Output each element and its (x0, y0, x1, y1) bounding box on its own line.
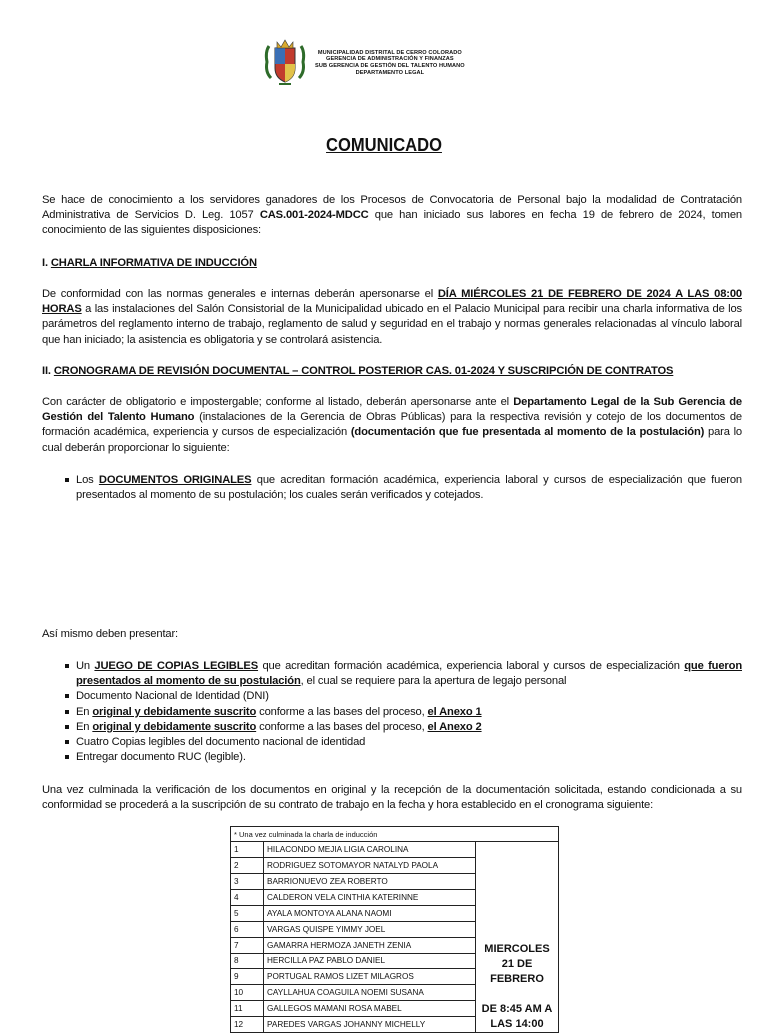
requirements-list (42, 659, 742, 765)
row-number: 12 (231, 1017, 264, 1033)
participant-name: BARRIONUEVO ZEA ROBERTO (264, 874, 476, 890)
list-item: Los DOCUMENTOS ORIGINALES que acreditan formación académica, experiencia laboral y cursos de especialización que fueron presentados al momento de su postulación; los cuales serán verificados y cotejados. (76, 473, 742, 503)
list-item: En original y debidamente suscrito conforme a las bases del proceso, el Anexo 1 (76, 705, 742, 720)
row-number: 2 (231, 858, 264, 874)
schedule-day: MIERCOLES 21 DE FEBRERO (484, 943, 550, 986)
participant-name: PAREDES VARGAS JOHANNY MICHELLY (264, 1017, 476, 1033)
list-item: En original y debidamente suscrito conforme a las bases del proceso, el Anexo 2 (76, 720, 742, 735)
row-number: 4 (231, 889, 264, 905)
institution-block (315, 50, 465, 76)
institution-line: DEPARTAMENTO LEGAL (355, 69, 425, 76)
institution-line: MUNICIPALIDAD DISTRITAL DE CERRO COLORADO (317, 49, 462, 56)
participant-name: PORTUGAL RAMOS LIZET MILAGROS (264, 969, 476, 985)
participant-name: AYALA MONTOYA ALANA NAOMI (264, 905, 476, 921)
section-1-paragraph: De conformidad con las normas generales e internas deberán apersonarse el DÍA MIÉRCOLES 21 DE FEBRERO DE 2024 A LAS 08:00 HORAS a las instalaciones del Salón Consistorial de la Municipalidad ubicado en el Palacio Municipal para recibir una charla informativa de los parámetros del reglamento interno de trabajo, reglamento de salud y seguridad en el trabajo y normas generales relacionadas al vínculo laboral que han iniciado; la asistencia es obligatoria y se controlará asistencia. (42, 288, 742, 346)
participant-name: HILACONDO MEJIA LIGIA CAROLINA (264, 842, 476, 858)
originals-list (42, 473, 742, 503)
participant-name: VARGAS QUISPE YIMMY JOEL (264, 921, 476, 937)
row-number: 9 (231, 969, 264, 985)
institution-line: GERENCIA DE ADMINISTRACIÓN Y FINANZAS (326, 56, 454, 63)
participant-name: CAYLLAHUA COAGUILA NOEMI SUSANA (264, 985, 476, 1001)
document-title: COMUNICADO (326, 135, 442, 155)
schedule-table (230, 826, 559, 1033)
schedule-time: DE 8:45 AM A LAS 14:00 (481, 1003, 553, 1031)
closing-paragraph: Una vez culminada la verificación de los documentos en original y la recepción de la documentación solicitada, estando condicionada a su conformidad se procederá a la suscripción de su contrato de trabajo en la fecha y hora establecido en el cronograma siguiente: (42, 784, 742, 812)
table-note-row (231, 827, 559, 842)
participant-name: RODRIGUEZ SOTOMAYOR NATALYD PAOLA (264, 858, 476, 874)
also-intro: Así mismo deben presentar: (42, 628, 179, 640)
letterhead (263, 38, 465, 88)
intro-paragraph: Se hace de conocimiento a los servidores ganadores de los Procesos de Convocatoria de Personal bajo la modalidad de Contratación Administrativa de Servicios D. Leg. 1057 CAS.001-2024-MDCC que han iniciado sus labores en fecha 19 de febrero de 2024, tomen conocimiento de las siguientes disposiciones: (42, 194, 742, 237)
section-1-heading: I. CHARLA INFORMATIVA DE INDUCCIÓN (42, 257, 257, 269)
row-number: 3 (231, 874, 264, 890)
participant-name: CALDERON VELA CINTHIA KATERINNE (264, 889, 476, 905)
list-item: Un JUEGO DE COPIAS LEGIBLES que acreditan formación académica, experiencia laboral y cursos de especialización que fueron presentados al momento de su postulación, el cual se requiere para la apertura de legajo personal (76, 659, 742, 689)
municipal-crest-icon (263, 38, 307, 88)
list-item: Entregar documento RUC (legible). (76, 750, 742, 765)
row-number: 1 (231, 842, 264, 858)
table-note: * Una vez culminada la charla de inducción (231, 827, 559, 842)
row-number: 6 (231, 921, 264, 937)
row-number: 7 (231, 937, 264, 953)
table-row (231, 842, 559, 858)
row-number: 10 (231, 985, 264, 1001)
section-2-heading: II. CRONOGRAMA DE REVISIÓN DOCUMENTAL – CONTROL POSTERIOR CAS. 01-2024 Y SUSCRIPCIÓN DE CONTRATOS (42, 365, 674, 377)
row-number: 11 (231, 1001, 264, 1017)
section-2-paragraph: Con carácter de obligatorio e impostergable; conforme al listado, deberán apersonarse ante el Departamento Legal de la Sub Gerencia de Gestión del Talento Humano (instalaciones de la Gerencia de Obras Públicas) para la respectiva revisión y cotejo de los documentos de formación académica, experiencia y cursos de especialización (documentación que fue presentada al momento de la postulación) para lo cual deberán proporcionar lo siguiente: (42, 396, 743, 454)
induction-date-highlight: DÍA MIÉRCOLES 21 DE FEBRERO DE 2024 A LAS 08:00 HORAS (42, 288, 742, 316)
list-item: Cuatro Copias legibles del documento nacional de identidad (76, 735, 742, 750)
list-item: Documento Nacional de Identidad (DNI) (76, 689, 742, 704)
schedule-date-cell (476, 842, 559, 1033)
participant-name: GALLEGOS MAMANI ROSA MABEL (264, 1001, 476, 1017)
process-code: CAS.001-2024-MDCC (259, 209, 369, 222)
row-number: 8 (231, 953, 264, 969)
participant-name: HERCILLA PAZ PABLO DANIEL (264, 953, 476, 969)
row-number: 5 (231, 905, 264, 921)
participant-name: GAMARRA HERMOZA JANETH ZENIA (264, 937, 476, 953)
institution-line: SUB GERENCIA DE GESTIÓN DEL TALENTO HUMANO (315, 63, 465, 69)
